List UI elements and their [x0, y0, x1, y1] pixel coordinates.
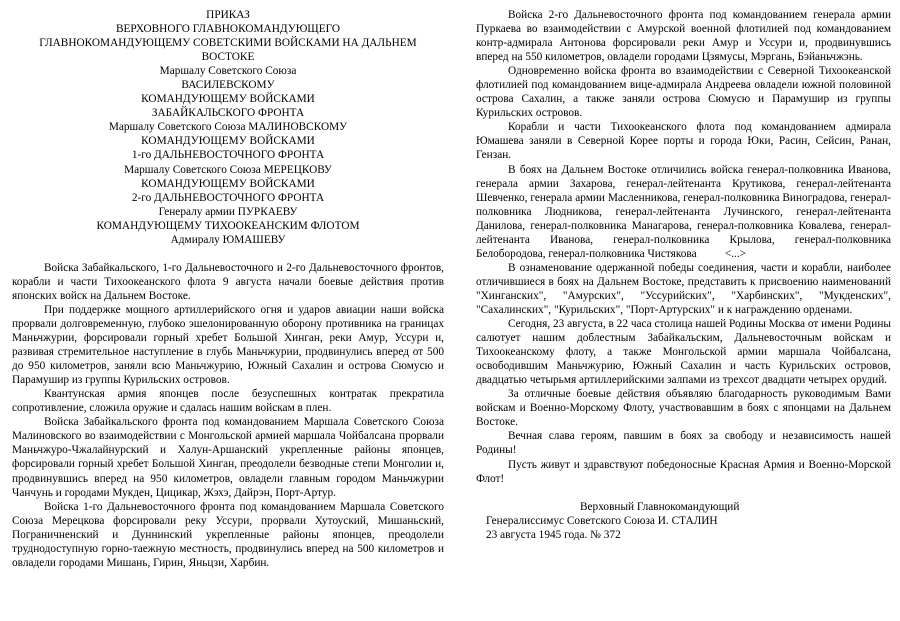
header-line: ВЕРХОВНОГО ГЛАВНОКОМАНДУЮЩЕГО [115, 23, 341, 36]
header-line: Адмиралу ЮМАШЕВУ [170, 233, 286, 246]
header-line: КОМАНДУЮЩЕМУ ВОЙСКАМИ [141, 135, 315, 148]
paragraph: За отличные боевые действия объявляю благодарность руководимым Вами войскам и Военно-Морскому Флоту, участвовавшим в боях с японцами на Дальнем Востоке. [476, 388, 891, 429]
paragraph: В ознаменование одержанной победы соединения, части и корабли, наиболее отличившиеся в боях на Дальнем Востоке, представить к присвоению наименований "Хинганских", "Амурских", "Уссурийских", "Харбинских", "Мукденских", "Сахалинских", "Курильских", "Порт-Артурских" и к награждению орденами. [476, 261, 891, 316]
right-column [476, 8, 894, 542]
header-line: ЗАБАЙКАЛЬСКОГО ФРОНТА [151, 107, 305, 120]
header-line: ГЛАВНОКОМАНДУЮЩЕМУ СОВЕТСКИМИ ВОЙСКАМИ НА ДАЛЬНЕМ [39, 37, 417, 50]
paragraph: Вечная слава героям, павшим в боях за свободу и независимость нашей Родины! [476, 430, 891, 457]
paragraph: В боях на Дальнем Востоке отличились войска генерал-полковника Иванова, генерала армии Захарова, генерал-лейтенанта Крутикова, генерал-лейтенанта Шевченко, генерала армии Масленникова, генерал-полковника Виноградова, генерал-полковника Людникова, генерал-лейтенанта Лучинского, генерал-лейтенанта Данилова, генерал-полковника Манагарова, генерал-полковника Ковалева, генерал-лейтенанта Иванова, генерал-полковника Крылова, генерал-полковника Белобородова, генерал-полковника Чистякова <...> [476, 163, 894, 260]
header-line: 2-го ДАЛЬНЕВОСТОЧНОГО ФРОНТА [131, 191, 325, 204]
header-line: КОМАНДУЮЩЕМУ ТИХООКЕАНСКИМ ФЛОТОМ [96, 219, 360, 232]
spacer [12, 247, 444, 261]
paragraph: Войска 1-го Дальневосточного фронта под командованием Маршала Советского Союза Мерецкова форсировали реку Уссури, прорвали Хутоуский, Мишаньский, Пограничненский и Дуннинский укрепленные районы японцев, преодолели труднодоступную горно-таежную местность, продвинулись вперед на 500 километров и овладели городами Мишань, Гирин, Яньцзи, Харбин. [12, 500, 444, 569]
header-line: 1-го ДАЛЬНЕВОСТОЧНОГО ФРОНТА [131, 149, 325, 162]
header-line: ВАСИЛЕВСКОМУ [181, 79, 275, 92]
signature-name: Генералиссимус Советского Союза И. СТАЛИН [486, 514, 718, 527]
paragraph: Квантунская армия японцев после безуспешных контратак прекратила сопротивление, сложила оружие и сдалась нашим войскам в плен. [12, 388, 444, 415]
signature-date: 23 августа 1945 года. № 372 [486, 528, 621, 541]
paragraph: Войска 2-го Дальневосточного фронта под командованием генерала армии Пуркаева во взаимодействии с Амурской военной флотилией под командованием контр-адмирала Антонова форсировали реки Амур и Уссури и, продвинувшись вперед на 550 километров, овладели городами Цзямусы, Мэргань, Бэйаньчжэнь. [476, 9, 891, 64]
paragraph: Войска Забайкальского фронта под командованием Маршала Советского Союза Малиновского во взаимодействии с Монгольской армией маршала Чойбалсана прорвали Маньчжуро-Чжалайнурский и Халун-Аршанский укрепленные районы японцев, форсировали горный хребет Большой Хинган, преодолели безводные степи Монголии и, продвинувшись вперед на 950 километров, овладели главным городом Маньчжурии Чанчунь и городами Мукден, Цицикар, Жэхэ, Дайрэн, Порт-Артур. [12, 416, 444, 499]
header-line: Маршалу Советского Союза [159, 65, 297, 78]
paragraph: Одновременно войска фронта во взаимодействии с Северной Тихоокеанской флотилией под командованием вице-адмирала Андреева овладели южной половиной острова Сахалин, а также заняли острова Сюмусю и Парамушир из группы Курильских островов. [476, 65, 891, 120]
paragraph: Войска Забайкальского, 1-го Дальневосточного и 2-го Дальневосточного фронтов, корабли и части Тихоокеанского флота 9 августа начали боевые действия против японских войск на Дальнем Востоке. [12, 261, 444, 302]
paragraph: Пусть живут и здравствуют победоносные Красная Армия и Военно-Морской Флот! [476, 458, 891, 485]
signature-title: Верховный Главнокомандующий [580, 500, 740, 513]
header-line: Маршалу Советского Союза МЕРЕЦКОВУ [124, 163, 332, 176]
spacer [476, 486, 891, 500]
order-title: ПРИКАЗ [206, 9, 250, 21]
signature-block [476, 500, 891, 542]
header-line: ВОСТОКЕ [201, 51, 255, 64]
order-header [12, 8, 444, 247]
paragraph: При поддержке мощного артиллерийского огня и ударов авиации наши войска прорвали долговременную, глубоко эшелонированную оборону противника на границах Маньчжурии, форсировали горный хребет Большой Хинган, реки Амур, Уссури и, развивая стремительное наступление в глубь Маньчжурии, продвинулись вперед от 500 до 950 километров, заняли всю Маньчжурию, Южный Сахалин и острова Сюмусю и Парамушир из группы Курильских островов. [12, 303, 444, 387]
header-line: КОМАНДУЮЩЕМУ ВОЙСКАМИ [141, 93, 315, 106]
header-line: Генералу армии ПУРКАЕВУ [158, 205, 298, 218]
paragraph: Сегодня, 23 августа, в 22 часа столица нашей Родины Москва от имени Родины салютует нашим доблестным Забайкальским, Дальневосточным войскам и Тихоокеанскому флоту, а также Монгольской армии маршала Чойбалсана, освободившим Маньчжурию, Южный Сахалин и часть Курильских островов, двадцатью четырьмя артиллерийскими залпами из трехсот двадцати четырех орудий. [476, 318, 891, 387]
paragraph: Корабли и части Тихоокеанского флота под командованием адмирала Юмашева заняли в Северной Корее порты и города Юки, Расин, Сейсин, Ранан, Гензан. [476, 121, 891, 162]
header-line: Маршалу Советского Союза МАЛИНОВСКОМУ [108, 121, 348, 134]
header-line: КОМАНДУЮЩЕМУ ВОЙСКАМИ [141, 177, 315, 190]
left-column [12, 8, 444, 570]
